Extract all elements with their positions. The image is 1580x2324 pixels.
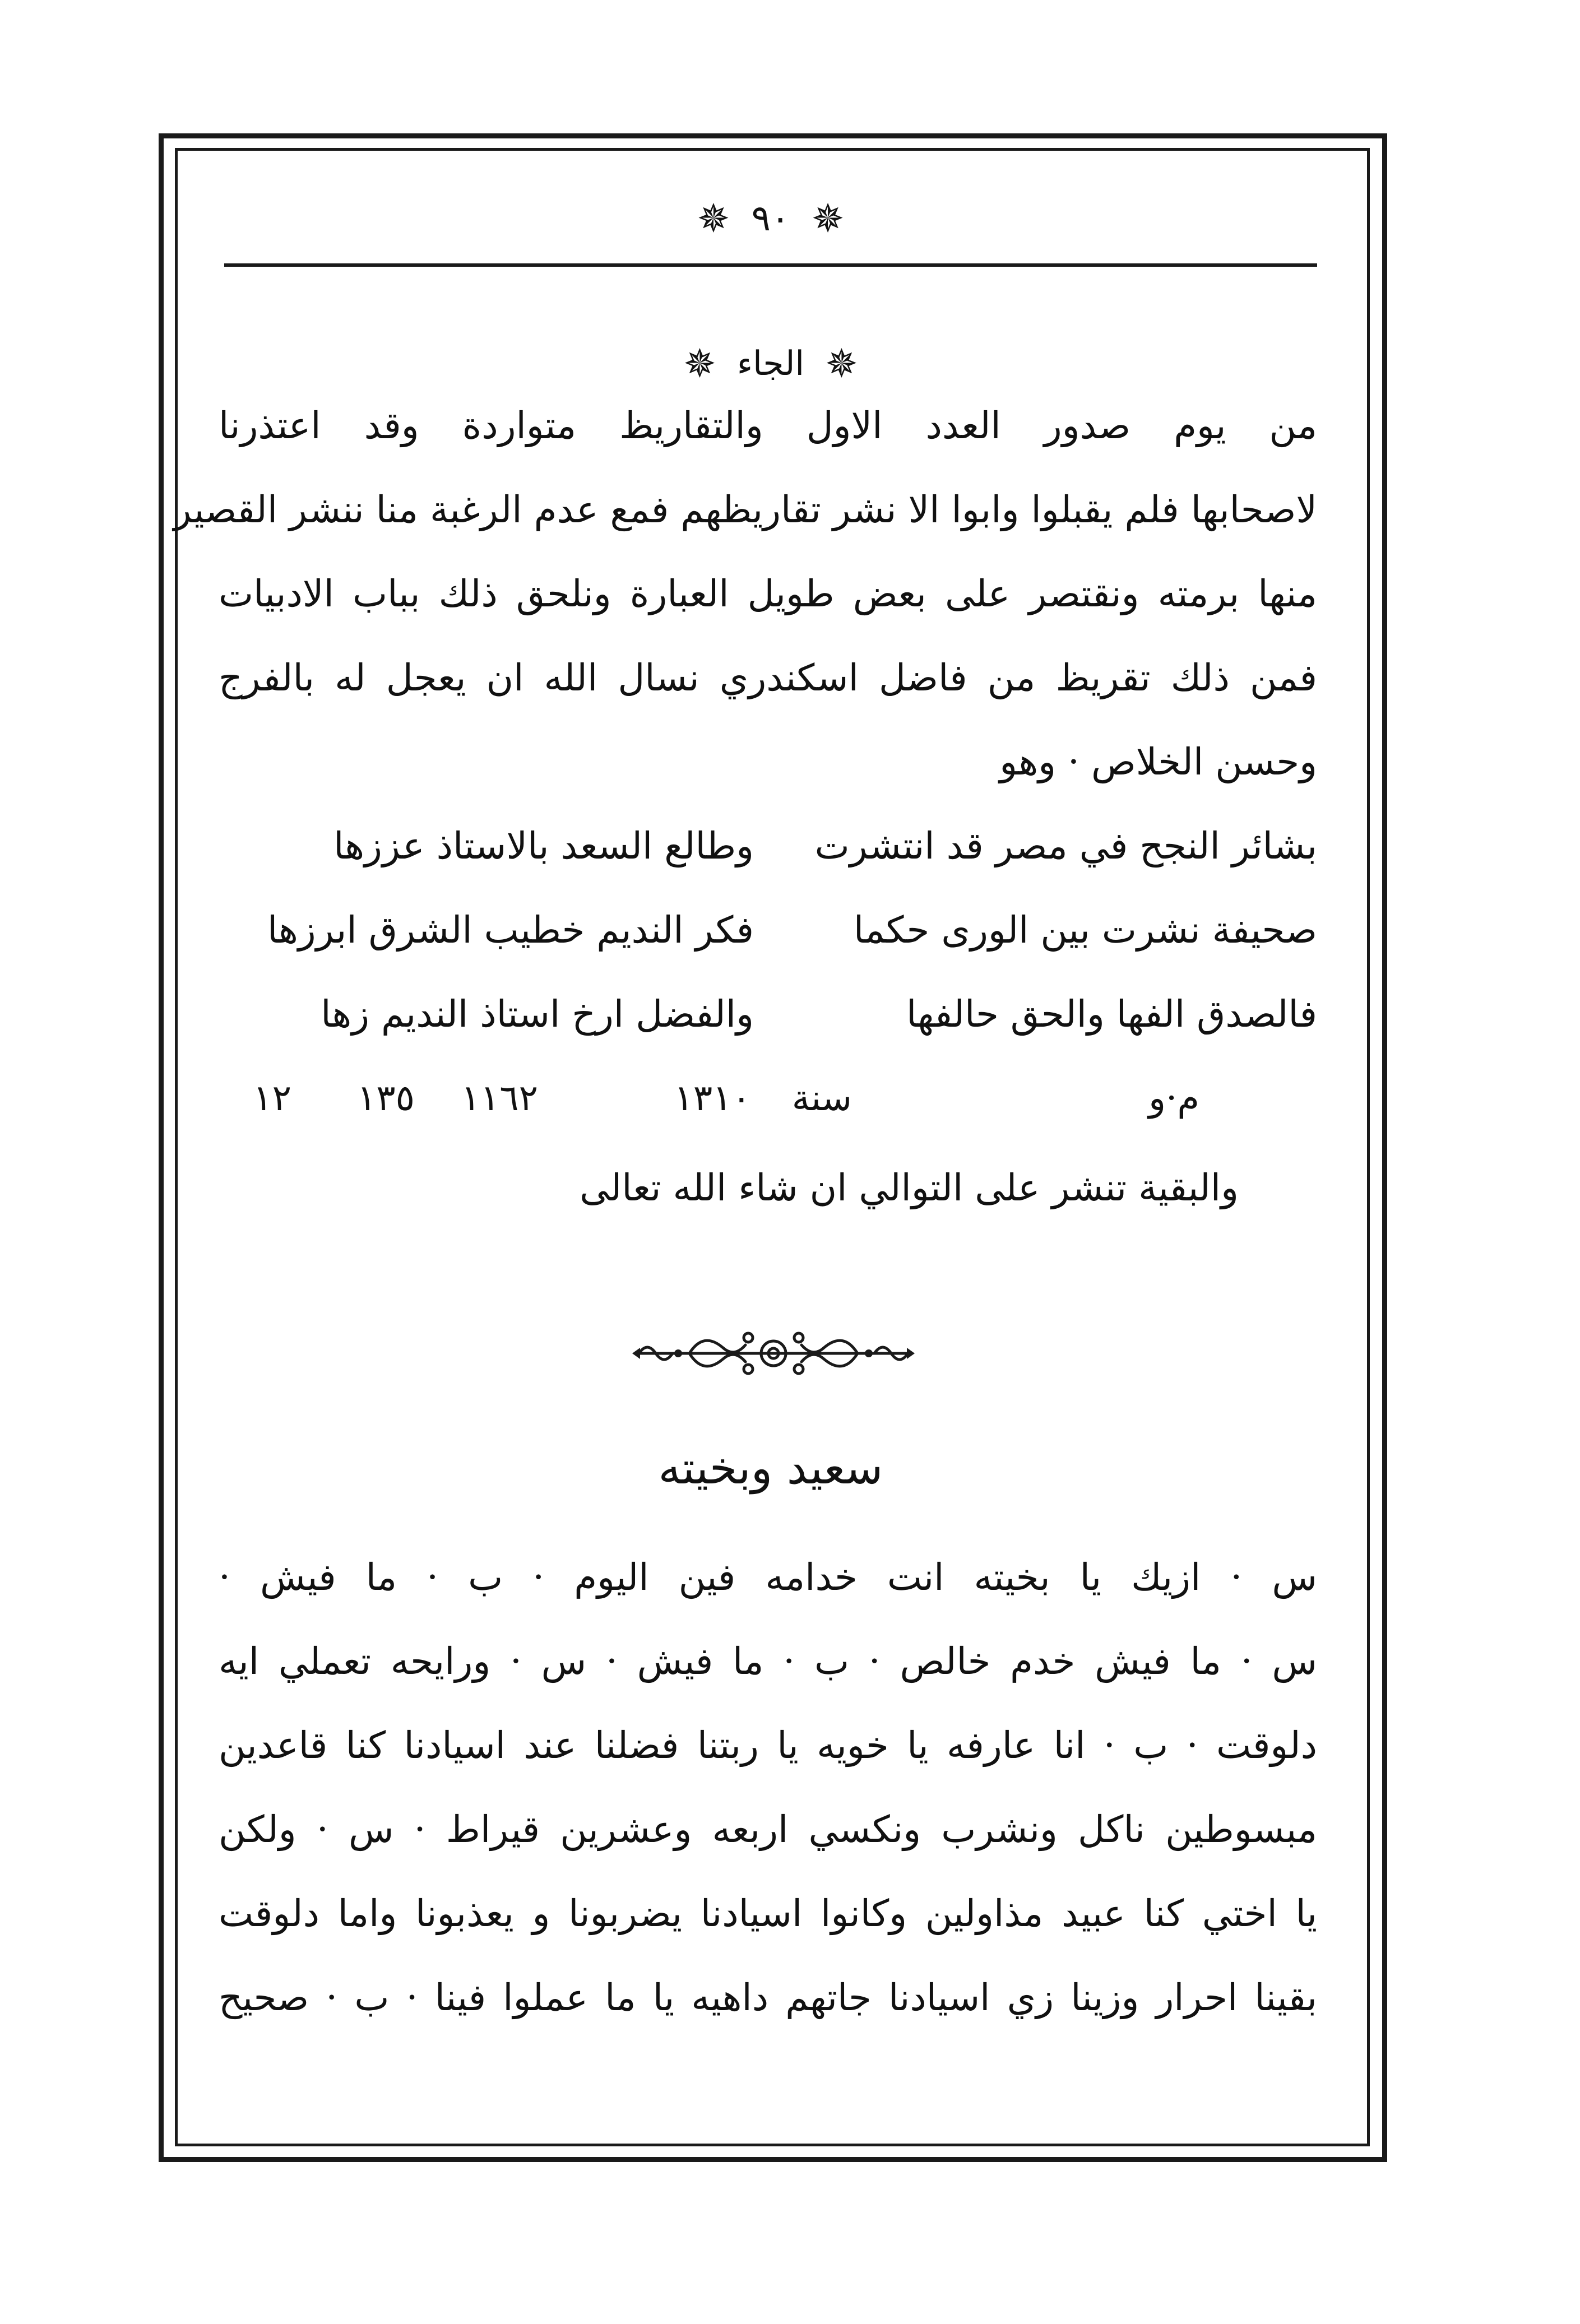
- verse-first-hemistich: بشائر النجح في مصر قد انتشرت: [814, 824, 1317, 868]
- chronogram-year: ١٣١٠: [674, 1078, 751, 1119]
- page-number: ٩٠: [751, 197, 790, 239]
- verse-row: [219, 972, 1317, 1056]
- page-content: [173, 163, 1323, 2124]
- dialogue-line: مبسوطين ناكل ونشرب ونكسي اربعه وعشرين قيراط · س · ولكن: [219, 1808, 1317, 1851]
- chronogram-number: ١١٦٢: [461, 1078, 538, 1119]
- verse-row: [219, 804, 1317, 888]
- header-rule: [224, 263, 1317, 267]
- ornament-divider: [628, 1320, 919, 1387]
- dialogue-line: دلوقت · ب · انا عارفه يا خويه يا ربتنا فضلنا عند اسيادنا كنا قاعدين: [219, 1724, 1317, 1767]
- chronogram-mw: م·و: [1148, 1078, 1199, 1119]
- section-title: سعيد وبخيته: [658, 1442, 883, 1494]
- verse-second-hemistich: والفضل ارخ استاذ النديم زها: [321, 992, 754, 1036]
- intro-line: فمن ذلك تقريظ من فاضل اسكندري نسال الله ان يعجل له بالفرج: [219, 656, 1317, 699]
- chronogram-year-word: سنة: [791, 1078, 852, 1119]
- verse-second-hemistich: وطالع السعد بالاستاذ عززها: [333, 824, 754, 868]
- intro-line: لاصحابها فلم يقبلوا وابوا الا نشر تقاريظهم فمع عدم الرغبة منا ننشر القصير: [173, 488, 1317, 531]
- asterism-icon: ✵: [825, 341, 858, 387]
- chronogram-number: ١٣٥: [356, 1078, 415, 1119]
- intro-line: وحسن الخلاص · وهو: [999, 740, 1317, 783]
- closing-line: والبقية تنشر على التوالي ان شاء الله تعالى: [580, 1166, 1239, 1209]
- verse-second-hemistich: فكر النديم خطيب الشرق ابرزها: [267, 908, 754, 952]
- chronogram-number: ١٢: [253, 1078, 291, 1119]
- dialogue-line: س · ما فيش خدم خالص · ب · ما فيش · س · ورايحه تعملي ايه: [219, 1640, 1317, 1683]
- verse-first-hemistich: فالصدق الفها والحق حالفها: [906, 992, 1317, 1036]
- page-header: [219, 185, 1323, 249]
- chronogram-row: [219, 1059, 1317, 1138]
- asterism-icon: ✵: [811, 195, 845, 242]
- intro-line: من يوم صدور العدد الاول والتقاريظ متواردة وقد اعتذرنا: [219, 404, 1317, 447]
- dialogue-line: يا اختي كنا عبيد مذاولين وكانوا اسيادنا يضربونا و يعذبونا واما دلوقت: [219, 1892, 1317, 1935]
- dialogue-line: بقينا احرار وزينا زي اسيادنا جاتهم داهيه يا ما عملوا فينا · ب · صحيح: [219, 1976, 1317, 2019]
- notice-heading-label: الجاء: [736, 344, 805, 384]
- asterism-icon: ✵: [683, 341, 716, 387]
- dialogue-line: س · ازيك يا بخيته انت خدامه فين اليوم · ب · ما فيش ·: [219, 1556, 1317, 1599]
- verse-row: [219, 888, 1317, 972]
- verse-first-hemistich: صحيفة نشرت بين الورى حكما: [853, 908, 1317, 952]
- asterism-icon: ✵: [697, 195, 730, 242]
- intro-line: منها برمته ونقتصر على بعض طويل العبارة ونلحق ذلك بباب الادبيات: [219, 572, 1317, 615]
